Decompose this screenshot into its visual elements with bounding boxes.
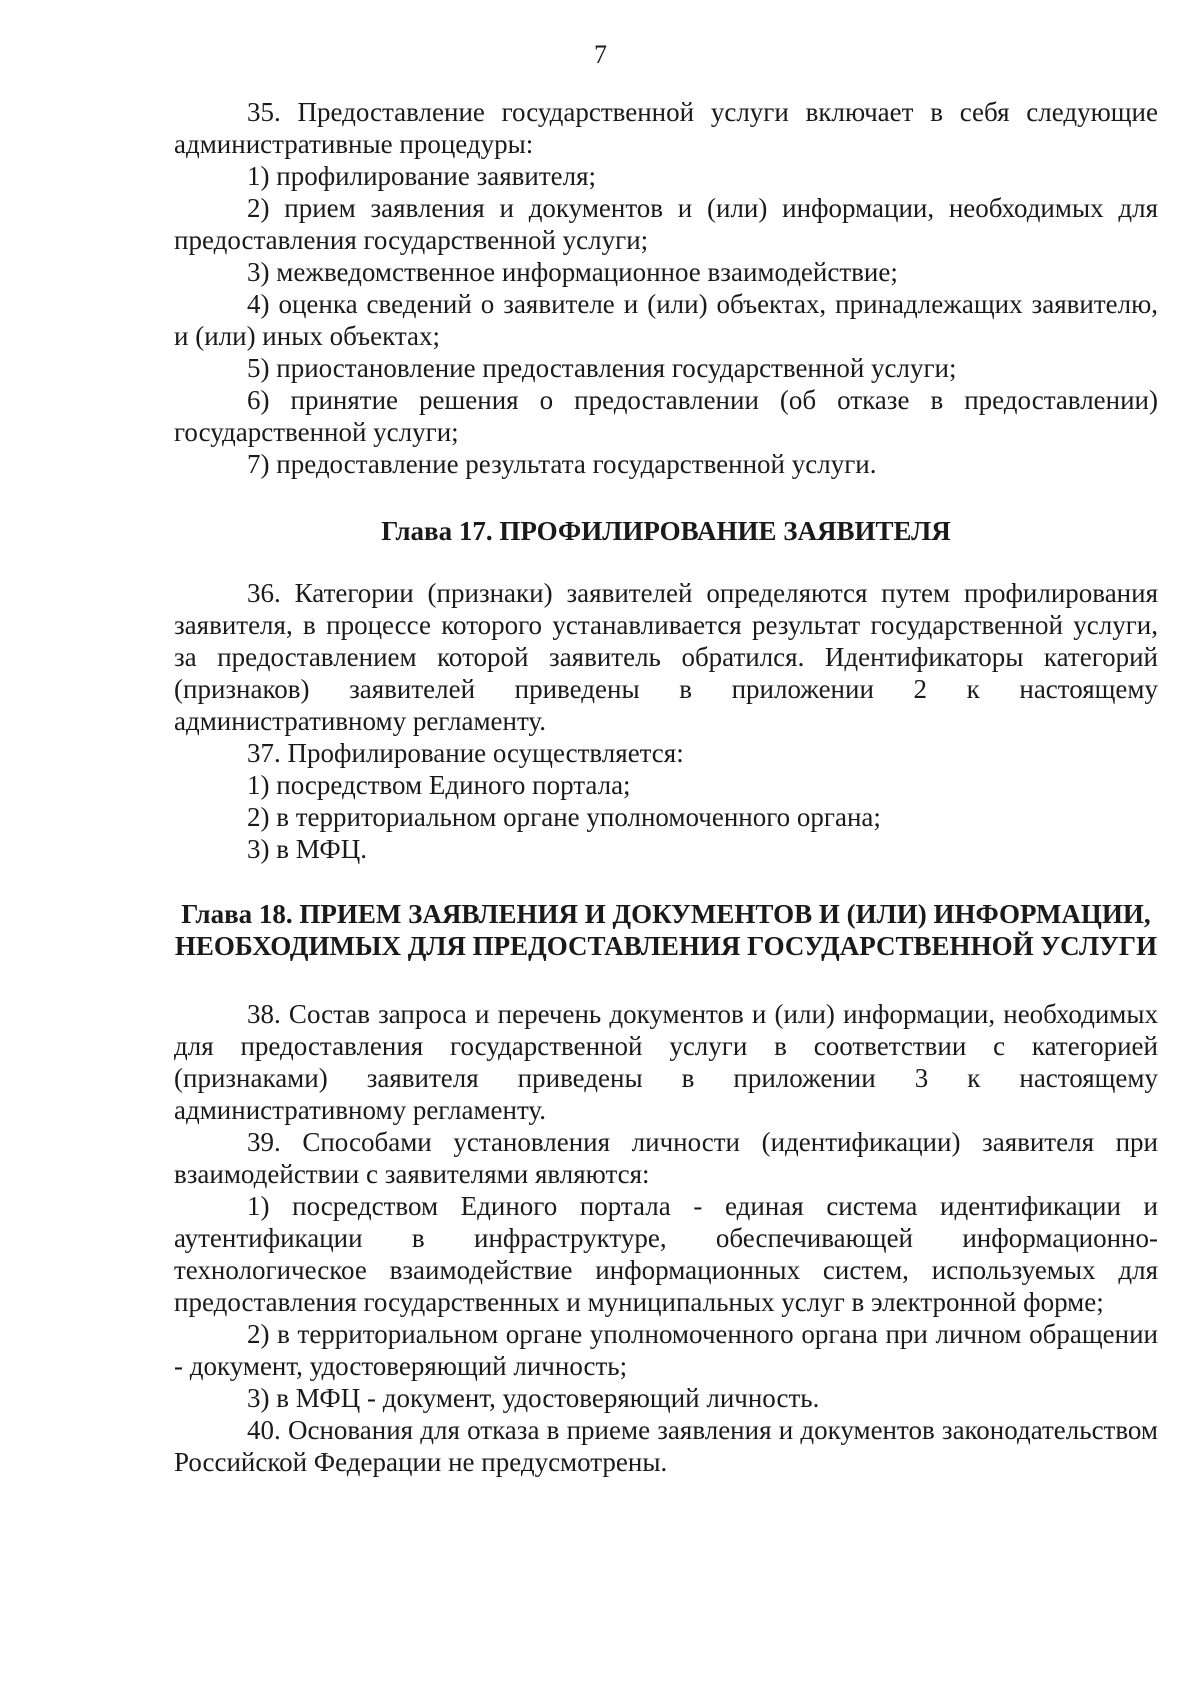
paragraph-40: 40. Основания для отказа в приеме заявления и документов законодательством Российской Федерации не предусмотрены. (174, 1415, 1158, 1477)
document-body (174, 96, 1158, 1478)
list-item: 4) оценка сведений о заявителе и (или) объектах, принадлежащих заявителю, и (или) иных объектах; (174, 289, 1158, 351)
paragraph-37: 37. Профилирование осуществляется: (247, 738, 684, 768)
list-item: 7) предоставление результата государственной услуги. (247, 449, 877, 479)
list-item: 1) посредством Единого портала; (247, 770, 631, 800)
list-item: 3) в МФЦ. (247, 834, 367, 864)
page-number: 7 (594, 40, 607, 69)
chapter-17-title: Глава 17. ПРОФИЛИРОВАНИЕ ЗАЯВИТЕЛЯ (381, 516, 951, 546)
list-item: 3) межведомственное информационное взаимодействие; (247, 257, 898, 287)
list-item: 2) в территориальном органе уполномоченного органа; (247, 802, 881, 832)
list-item: 2) в территориальном органе уполномоченного органа при личном обращении - документ, удостоверяющий личность; (174, 1319, 1158, 1381)
paragraph-35: 35. Предоставление государственной услуги включает в себя следующие административные процедуры: (174, 97, 1158, 159)
list-item: 3) в МФЦ - документ, удостоверяющий личность. (247, 1383, 820, 1413)
chapter-18-title: Глава 18. ПРИЕМ ЗАЯВЛЕНИЯ И ДОКУМЕНТОВ И (ИЛИ) ИНФОРМАЦИИ, НЕОБХОДИМЫХ ДЛЯ ПРЕДОСТАВЛЕНИЯ ГОСУДАРСТВЕННОЙ УСЛУГИ (174, 899, 1158, 961)
paragraph-38: 38. Состав запроса и перечень документов и (или) информации, необходимых для предоставления государственной услуги в соответствии с категорией (признаками) заявителя приведены в приложении 3 к настоящему административному регламенту. (174, 999, 1158, 1125)
paragraph-39: 39. Способами установления личности (идентификации) заявителя при взаимодействии с заявителями являются: (174, 1127, 1158, 1189)
list-item: 6) принятие решения о предоставлении (об отказе в предоставлении) государственной услуги; (174, 385, 1158, 447)
list-item: 5) приостановление предоставления государственной услуги; (247, 353, 957, 383)
list-item: 1) профилирование заявителя; (247, 161, 597, 191)
paragraph-36: 36. Категории (признаки) заявителей определяются путем профилирования заявителя, в процессе которого устанавливается результат государственной услуги, за предоставлением которой заявитель обратился. Идентификаторы категорий (признаков) заявителей приведены в приложении 2 к настоящему административному регламенту. (174, 578, 1158, 736)
chapter-17-body (174, 577, 1158, 865)
list-item: 1) посредством Единого портала - единая система идентификации и аутентификации в инфраструктуре, обеспечивающей информационно-технологическое взаимодействие информационных систем, используемых для предоставления государственных и муниципальных услуг в электронной форме; (174, 1191, 1158, 1317)
chapter-18-body (174, 998, 1158, 1478)
list-item: 2) прием заявления и документов и (или) информации, необходимых для предоставления государственной услуги; (174, 193, 1158, 255)
section-35 (174, 96, 1158, 480)
